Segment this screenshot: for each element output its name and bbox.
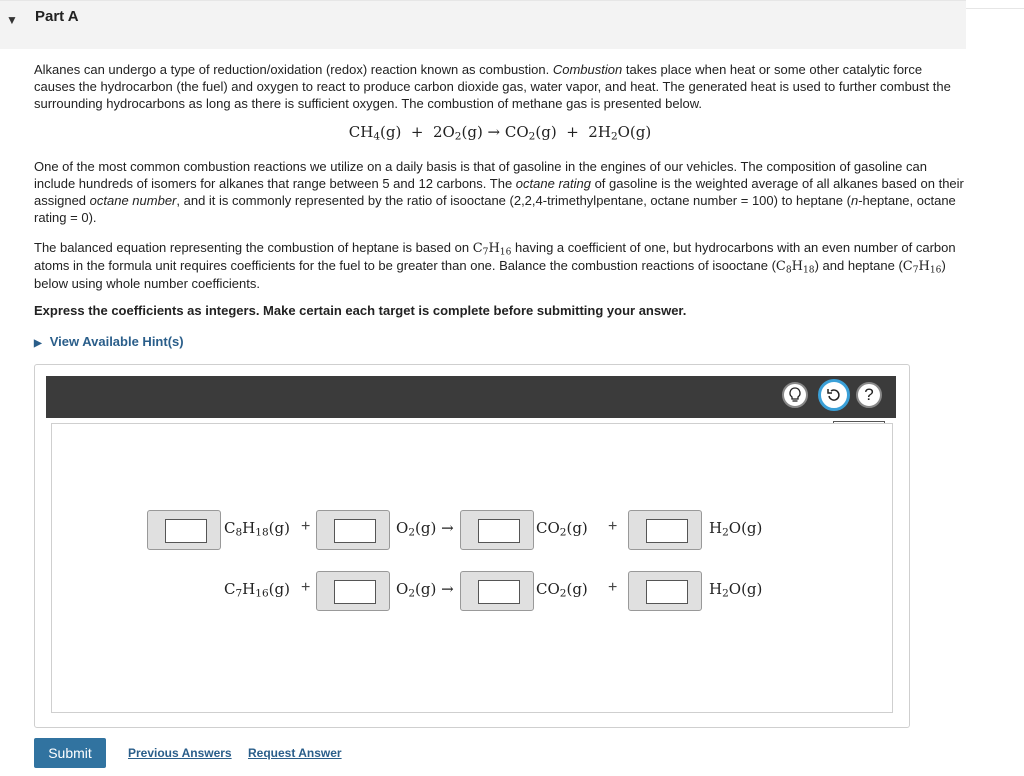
submit-button[interactable]: Submit [34,738,106,768]
balance-text-3: ) and heptane ( [814,258,903,273]
coefficient-input[interactable] [646,580,688,604]
reactant-o2-2: $O_2(g)$ → [396,580,454,600]
n-prefix: n [850,193,859,208]
plus-sign: + [301,579,311,596]
balance-widget [34,364,910,728]
undo-icon[interactable] [818,379,850,411]
coefficient-target-o2-1[interactable] [316,510,390,550]
product-co2-1: $CO_2(g)$ [536,519,588,539]
coefficient-target-o2-2[interactable] [316,571,390,611]
coefficient-target-h2o-1[interactable] [628,510,702,550]
plus-sign: + [608,579,618,596]
balance-text-4: ) below using whole number coefficients. [34,258,946,291]
hint-label: View Available Hint(s) [49,334,184,349]
caret-right-icon: ▶ [34,338,42,349]
octane-rating-term: octane rating [515,176,591,191]
gasoline-paragraph [34,158,966,226]
intro-text: Alkanes can undergo a type of reduction/oxidation (redox) reaction known as combustion. [34,62,553,77]
part-header[interactable] [0,0,966,49]
instruction: Express the coefficients as integers. Make certain each target is complete before submitting your answer. [34,303,687,318]
reaction-arrow: → [441,580,454,598]
part-title: Part A [35,8,79,25]
coefficient-target-co2-2[interactable] [460,571,534,611]
balance-paragraph [34,239,966,292]
coefficient-input[interactable] [478,580,520,604]
header-divider [966,8,1024,9]
gasoline-text-3: , and it is commonly represented by the ratio of isooctane (2,2,4-trimethylpentane, octane number = 100) to heptane ( [176,193,851,208]
heptane-formula: $C_7H_{16}$ [472,241,512,258]
coefficient-input[interactable] [646,519,688,543]
reactant-o2-1: $O_2(g)$ → [396,519,454,539]
lightbulb-icon[interactable] [782,382,808,408]
reactant-isooctane: $C_8H_{18}(g)$ [224,519,290,539]
gasoline-text: One of the most common combustion reactions we utilize on a daily basis is that of gasoline in the engines of our vehicles. The composition of gasoline can include hundreds of isomers for alkanes that range between 5 and 12 carbons. The [34,159,927,191]
product-h2o-2: $H_2O(g)$ [709,580,763,600]
coefficient-input[interactable] [334,519,376,543]
methane-equation: $CH_4(g) + 2O_2(g) \to CO_2(g) + 2H_2O(g)$ [348,123,652,143]
equation-canvas [51,423,893,713]
help-icon[interactable]: ? [856,382,882,408]
balance-text: The balanced equation representing the combustion of heptane is based on [34,240,473,255]
coefficient-target-h2o-2[interactable] [628,571,702,611]
intro-paragraph [34,61,966,112]
coefficient-input[interactable] [478,519,520,543]
coefficient-input[interactable] [334,580,376,604]
collapse-caret-icon[interactable]: ▼ [6,13,18,27]
product-h2o-1: $H_2O(g)$ [709,519,763,539]
gasoline-text-4: -heptane, octane rating = 0). [34,193,956,225]
coefficient-target-co2-1[interactable] [460,510,534,550]
plus-sign: + [301,518,311,535]
previous-answers-link[interactable]: Previous Answers [128,746,232,760]
intro-text-cont: takes place when heat or some other catalytic force causes the hydrocarbon (the fuel) and oxygen to react to produce carbon dioxide gas, water vapor, and heat. The generated heat is used to further combust the surrounding hydrocarbons as long as there is sufficient oxygen. The combustion of methane gas is presented below. [34,62,951,111]
reaction-arrow: → [441,519,454,537]
combustion-term: Combustion [552,62,623,77]
plus-sign: + [608,518,618,535]
request-answer-link[interactable]: Request Answer [248,746,342,760]
octane-number-term: octane number [89,193,177,208]
product-co2-2: $CO_2(g)$ [536,580,588,600]
coefficient-target-fuel-1[interactable] [147,510,221,550]
coefficient-input[interactable] [165,519,207,543]
isooctane-formula: $C_8H_{18}$ [775,259,815,276]
view-hints-link[interactable] [34,334,184,349]
widget-toolbar [46,376,896,418]
reactant-heptane: $C_7H_{16}(g)$ [224,580,290,600]
gasoline-text-2: of gasoline is the weighted average of all alkanes based on their assigned [34,176,964,208]
heptane-formula-2: $C_7H_{16}$ [902,259,942,276]
balance-text-2: having a coefficient of one, but hydrocarbons with an even number of carbon atoms in the formula unit requires coefficients for the fuel to be greater than one. Balance the combustion reactions of isooctane ( [34,240,956,273]
